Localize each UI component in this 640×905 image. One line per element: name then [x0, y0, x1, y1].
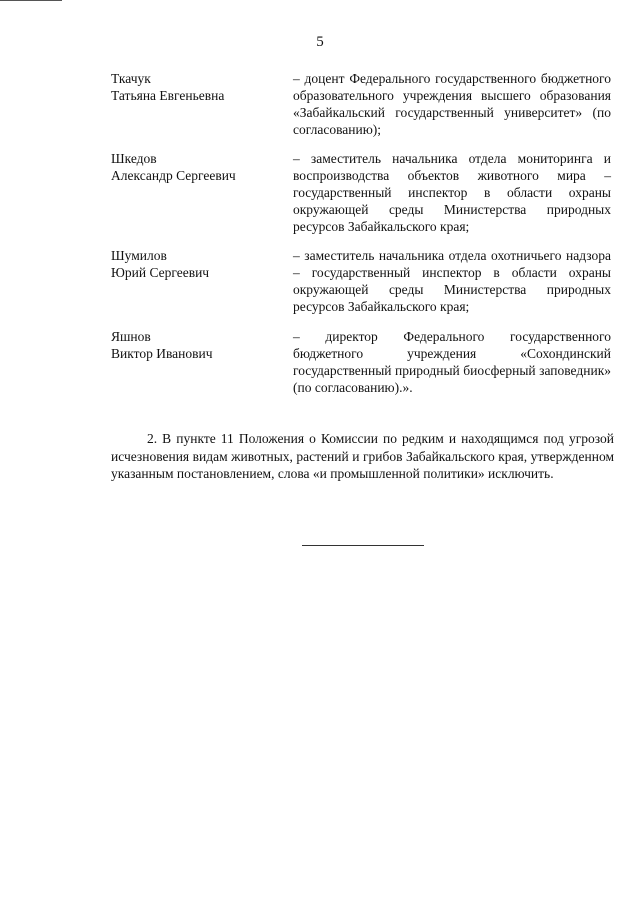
document-end-rule	[302, 545, 424, 546]
member-name	[111, 247, 286, 281]
member-name	[111, 328, 286, 362]
corner-rule	[0, 0, 62, 1]
member-role: – заместитель начальника отдела мониторинга и воспроизводства объектов животного мира – государственный инспектор в области охраны окружающей среды Министерства природных ресурсов Забайкальского края;	[293, 151, 611, 234]
member-role: – директор Федерального государственного бюджетного учреждения «Сохондинский государственный природный биосферный заповедник» (по согласованию).».	[293, 329, 611, 395]
member-surname: Шумилов	[111, 248, 167, 263]
member-surname: Ткачук	[111, 71, 151, 86]
member-surname: Яшнов	[111, 329, 151, 344]
member-name	[111, 150, 286, 184]
member-given-names: Татьяна Евгеньевна	[111, 88, 225, 103]
amendment-paragraph: 2. В пункте 11 Положения о Комиссии по редким и находящимся под угрозой исчезновения видам животных, растений и грибов Забайкальского края, утвержденном указанным постановлением, слова «и промышленной политики» исключить.	[111, 431, 614, 481]
member-name	[111, 70, 286, 104]
member-role: – заместитель начальника отдела охотничьего надзора – государственный инспектор в области охраны окружающей среды Министерства природных ресурсов Забайкальского края;	[293, 248, 611, 314]
member-given-names: Виктор Иванович	[111, 346, 213, 361]
member-role: – доцент Федерального государственного бюджетного образовательного учреждения высшего образования «Забайкальский государственный университет» (по согласованию);	[293, 71, 611, 137]
member-surname: Шкедов	[111, 151, 157, 166]
page-number: 5	[316, 34, 324, 50]
member-given-names: Александр Сергеевич	[111, 168, 236, 183]
member-given-names: Юрий Сергеевич	[111, 265, 210, 280]
